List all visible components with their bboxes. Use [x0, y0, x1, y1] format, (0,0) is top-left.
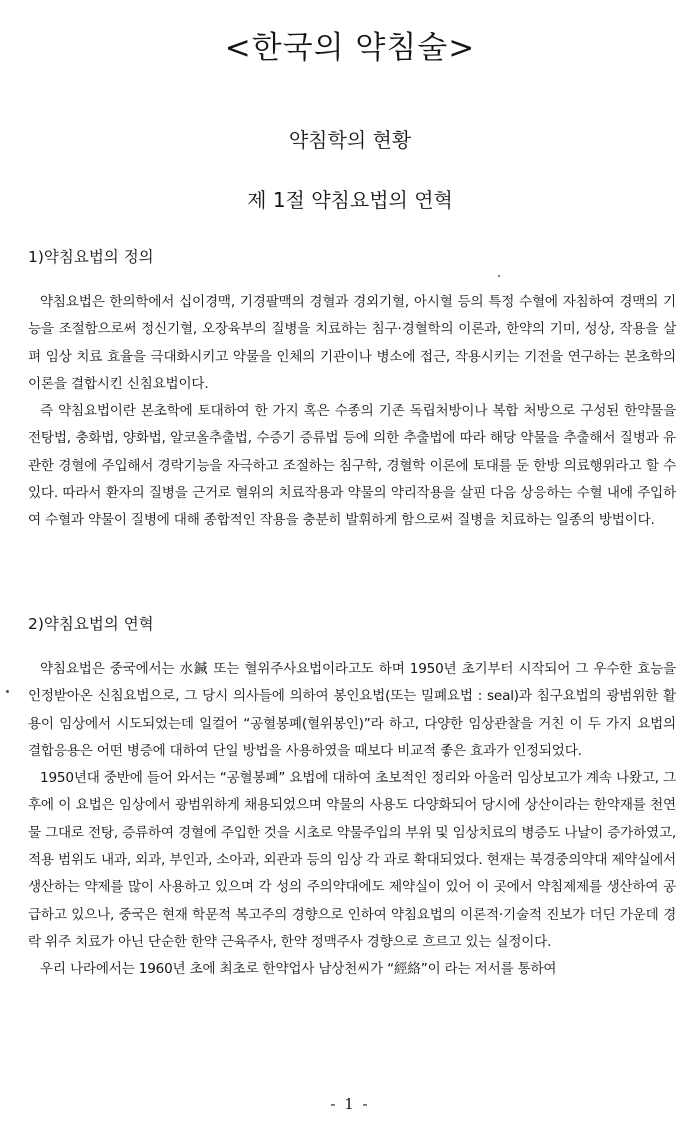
page-number: - 1 -	[330, 1095, 370, 1113]
section-body-definition	[28, 289, 676, 535]
paragraph: 1950년대 중반에 들어 와서는 “공혈봉폐” 요법에 대하여 초보적인 정리와 아울러 임상보고가 계속 나왔고, 그 후에 이 요법은 임상에서 광범위하게 채용되었으며 약물의 사용도 다양화되어 당시에 상산이라는 한약재를 천연물 그대로 전탕, 증류하여 경혈에 주입한 것을 시초로 약물주입의 부위 및 임상치료의 병증도 나날이 증가하였고, 적용 범위도 내과, 외과, 부인과, 소아과, 외관과 등의 임상 각 과로 확대되었다. 현재는 북경중의약대 제약실에서 생산하는 약제를 많이 사용하고 있으며 각 성의 주의약대에도 제약실이 있어 이 곳에서 약침제제를 생산하여 공급하고 있으나, 중국은 현재 학문적 복고주의 경향으로 인하여 약침요법의 이론적·기술적 진보가 더딘 가운데 경락 위주 치료가 아닌 단순한 한약 근육주사, 한약 정맥주사 경향으로 흐르고 있는 실정이다.	[28, 770, 676, 950]
section-heading-history: 2)약침요법의 연혁	[28, 615, 154, 633]
chapter-title: 제 1절 약침요법의 연혁	[247, 188, 453, 212]
paragraph: 약침요법은 중국에서는 水鍼 또는 혈위주사요법이라고도 하며 1950년 초기부터 시작되어 그 우수한 효능을 인정받아온 신침요법으로, 그 당시 의사들에 의하여 봉인요법(또는 밀폐요법 : seal)과 침구요법의 광범위한 활용이 임상에서 시도되었는데 일컬어 “공혈봉폐(혈위봉인)”라 하고, 다양한 임상관찰을 거친 이 두 가지 요법의 결합응용은 어떤 병증에 대하여 단일 방법을 사용하였을 때보다 비교적 좋은 효과가 인정되었다.	[28, 661, 676, 759]
section-body-history	[28, 656, 676, 984]
paragraph: 약침요법은 한의학에서 십이경맥, 기경팔맥의 경혈과 경외기혈, 아시혈 등의 특정 수혈에 자침하여 경맥의 기능을 조절함으로써 정신기혈, 오장육부의 질병을 치료하는 침구·경혈학의 이론과, 한약의 기미, 성상, 작용을 살펴 임상 치료 효율을 극대화시키고 약물을 인체의 기관이나 병소에 접근, 작용시키는 기전을 연구하는 본초학의 이론을 결합시킨 신침요법이다.	[28, 294, 676, 392]
paragraph: 우리 나라에서는 1960년 초에 최초로 한약업사 남상천씨가 “經絡”이 라는 저서를 통하여	[40, 961, 557, 978]
scan-speck	[6, 690, 9, 693]
document-subtitle: 약침학의 현황	[288, 128, 412, 152]
document-title: <한국의 약침술>	[224, 30, 476, 66]
scan-speck	[498, 275, 500, 277]
paragraph: 즉 약침요법이란 본초학에 토대하여 한 가지 혹은 수종의 기존 독립처방이나 복합 처방으로 구성된 한약물을 전탕법, 충화법, 양화법, 알코올추출법, 수증기 증류법 등에 의한 추출법에 따라 해당 약물을 추출해서 질병과 유관한 경혈에 주입해서 경락기능을 자극하고 조절하는 침구학, 경혈학 이론에 토대를 둔 한방 의료행위라고 할 수 있다. 따라서 환자의 질병을 근거로 혈위의 치료작용과 약물의 약리작용을 살핀 다음 상응하는 수혈 내에 주입하여 수혈과 약물이 질병에 대해 종합적인 작용을 충분히 발휘하게 함으로써 질병을 치료하는 일종의 방법이다.	[28, 403, 676, 529]
section-heading-definition: 1)약침요법의 정의	[28, 248, 154, 266]
